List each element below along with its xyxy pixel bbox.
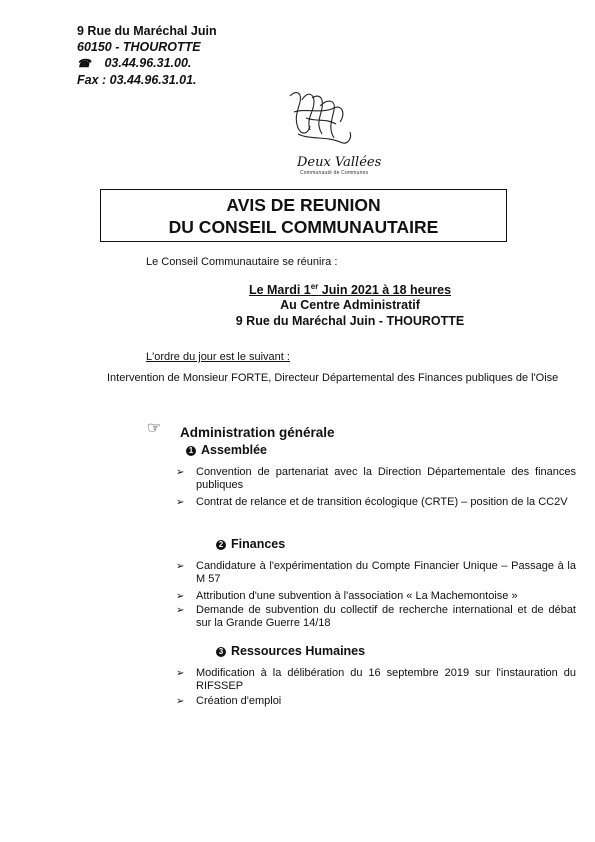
meeting-place: Au Centre Administratif: [280, 298, 420, 312]
number-one-icon: 1: [186, 446, 196, 456]
list-item: ➢ Création d'emploi: [176, 695, 282, 707]
meeting-date: [100, 282, 595, 297]
section-title: Administration générale: [180, 425, 335, 440]
subsection-ressources-humaines: [216, 644, 365, 658]
subsection-assemblee: [186, 443, 267, 457]
subsection-title: Assemblée: [201, 443, 268, 457]
rh-list: [176, 667, 576, 712]
subsection-finances: [216, 537, 285, 551]
arrow-bullet-icon: ➢: [176, 467, 185, 478]
list-item: ➢ Attribution d'une subvention à l'association « La Machemontoise »: [176, 590, 518, 602]
pointing-hand-icon: ☞: [147, 420, 162, 437]
address-line1: 9 Rue du Maréchal Juin: [77, 24, 217, 38]
arrow-bullet-icon: ➢: [176, 668, 185, 679]
logo-subtitle: Communauté de Communes: [300, 170, 369, 176]
finances-list: [176, 560, 576, 634]
fax-line: Fax : 03.44.96.31.01.: [77, 73, 197, 87]
notice-title-box: [100, 189, 507, 242]
list-item: ➢ Modification à la délibération du 16 septembre 2019 sur l'instauration du RIFSSEP: [176, 667, 576, 692]
arrow-bullet-icon: ➢: [176, 497, 185, 508]
phone-icon: ☎: [77, 58, 91, 70]
arrow-bullet-icon: ➢: [176, 605, 185, 616]
title-line2: DU CONSEIL COMMUNAUTAIRE: [168, 217, 439, 237]
logo-name: Deux Vallées: [297, 155, 382, 170]
meeting-address: 9 Rue du Maréchal Juin - THOUROTTE: [235, 314, 465, 328]
phone-line: [77, 55, 217, 72]
address-line2: 60150 - THOUROTTE: [77, 40, 201, 54]
subsection-title: Finances: [231, 537, 286, 551]
number-three-icon: 3: [216, 647, 226, 657]
list-item: ➢ Demande de subvention du collectif de recherche international et de débat sur la Grande Guerre 14/18: [176, 604, 576, 629]
title-line1: AVIS DE REUNION: [226, 195, 381, 215]
assemblee-list: [176, 466, 576, 513]
intro-text: Le Conseil Communautaire se réunira :: [146, 256, 338, 268]
list-item: ➢ Convention de partenariat avec la Direction Départementale des finances publiques: [176, 466, 576, 491]
sender-address: [77, 23, 217, 88]
arrow-bullet-icon: ➢: [176, 591, 185, 602]
list-item: ➢ Candidature à l'expérimentation du Compte Financier Unique – Passage à la M 57: [176, 560, 576, 585]
arrow-bullet-icon: ➢: [176, 696, 185, 707]
subsection-title: Ressources Humaines: [231, 644, 366, 658]
number-two-icon: 2: [216, 540, 226, 550]
intervention-text: Intervention de Monsieur FORTE, Directeur Départemental des Finances publiques de l'Oise: [107, 372, 559, 384]
agenda-intro: L'ordre du jour est le suivant :: [146, 351, 290, 363]
list-item: ➢ Contrat de relance et de transition écologique (CRTE) – position de la CC2V: [176, 496, 568, 508]
arrow-bullet-icon: ➢: [176, 561, 185, 572]
phone-number: 03.44.96.31.00.: [104, 56, 192, 70]
meeting-date-text: Le Mardi 1er Juin 2021 à 18 heures: [248, 282, 452, 298]
